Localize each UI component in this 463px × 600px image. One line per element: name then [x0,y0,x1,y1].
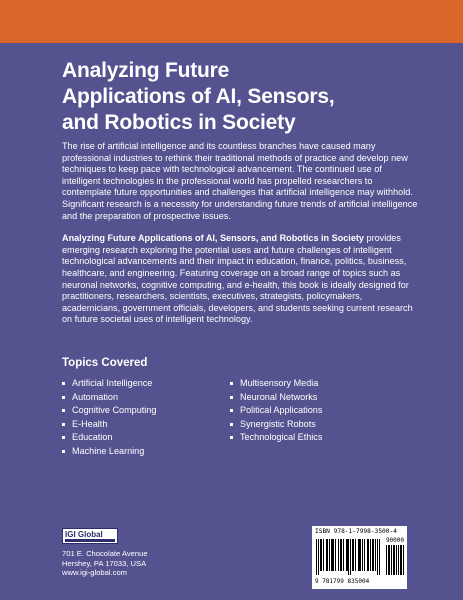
topics-list-right [230,377,322,445]
top-color-band [0,0,463,43]
barcode-number: 9 781799 835004 [315,578,370,585]
topic-item: Neuronal Networks [230,391,322,405]
topic-item: Technological Ethics [230,431,322,445]
barcode-bars [316,539,382,575]
publisher-website: www.igi-global.com [62,568,127,577]
description-paragraph-1: The rise of artificial intelligence and its countless branches have caused many professional industries to rethink their traditional methods of practice and develop new techniques to keep pace with technological advancement. The continued use of intelligent technologies in the professional world has propelled researchers to contemplate future opportunities and challenges that artificial intelligence may withhold. Significant research is a necessity for understanding future trends of artificial intelligence and the preparation of prospective issues. [62,141,418,221]
description-paragraph-2-text: provides emerging research exploring the potential uses and future challenges of intelligent technological advancements and their impact in education, finance, politics, business, healthcare, and engineering. Featuring coverage on a broad range of topics such as neuronal networks, cognitive computing, and e-health, this book is ideally designed for practitioners, researchers, scientists, executives, strategists, policymakers, academicians, government officials, developers, and students seeking current research on future societal uses of intelligent technology. [62,233,413,325]
logo-underline [65,539,115,542]
igi-global-logo [62,528,118,544]
price-barcode-bars [386,545,404,575]
topic-item: Machine Learning [62,445,156,459]
description-book-title: Analyzing Future Applications of AI, Sensors, and Robotics in Society [62,233,364,244]
topics-heading: Topics Covered [62,357,148,369]
publisher-address [62,549,148,578]
topics-list-left [62,377,156,459]
topic-item: Artificial Intelligence [62,377,156,391]
book-title [62,58,402,136]
isbn-label: ISBN 978-1-7998-3500-4 [315,528,397,535]
topic-item: Education [62,431,156,445]
title-line-3: and Robotics in Society [62,111,296,134]
logo-text: IGI Global [65,530,103,539]
address-line-1: 701 E. Chocolate Avenue [62,549,148,558]
topic-item: Multisensory Media [230,377,322,391]
address-line-2: Hershey, PA 17033, USA [62,558,147,568]
topic-item: E-Health [62,418,156,432]
topic-item: Cognitive Computing [62,404,156,418]
book-description [62,141,418,326]
title-line-2: Applications of AI, Sensors, [62,85,335,108]
topic-item: Automation [62,391,156,405]
topic-item: Synergistic Robots [230,418,322,432]
isbn-barcode [312,526,407,589]
price-code: 90000 [385,537,404,544]
description-paragraph-2 [62,233,418,326]
title-line-1: Analyzing Future [62,59,230,82]
topic-item: Political Applications [230,404,322,418]
